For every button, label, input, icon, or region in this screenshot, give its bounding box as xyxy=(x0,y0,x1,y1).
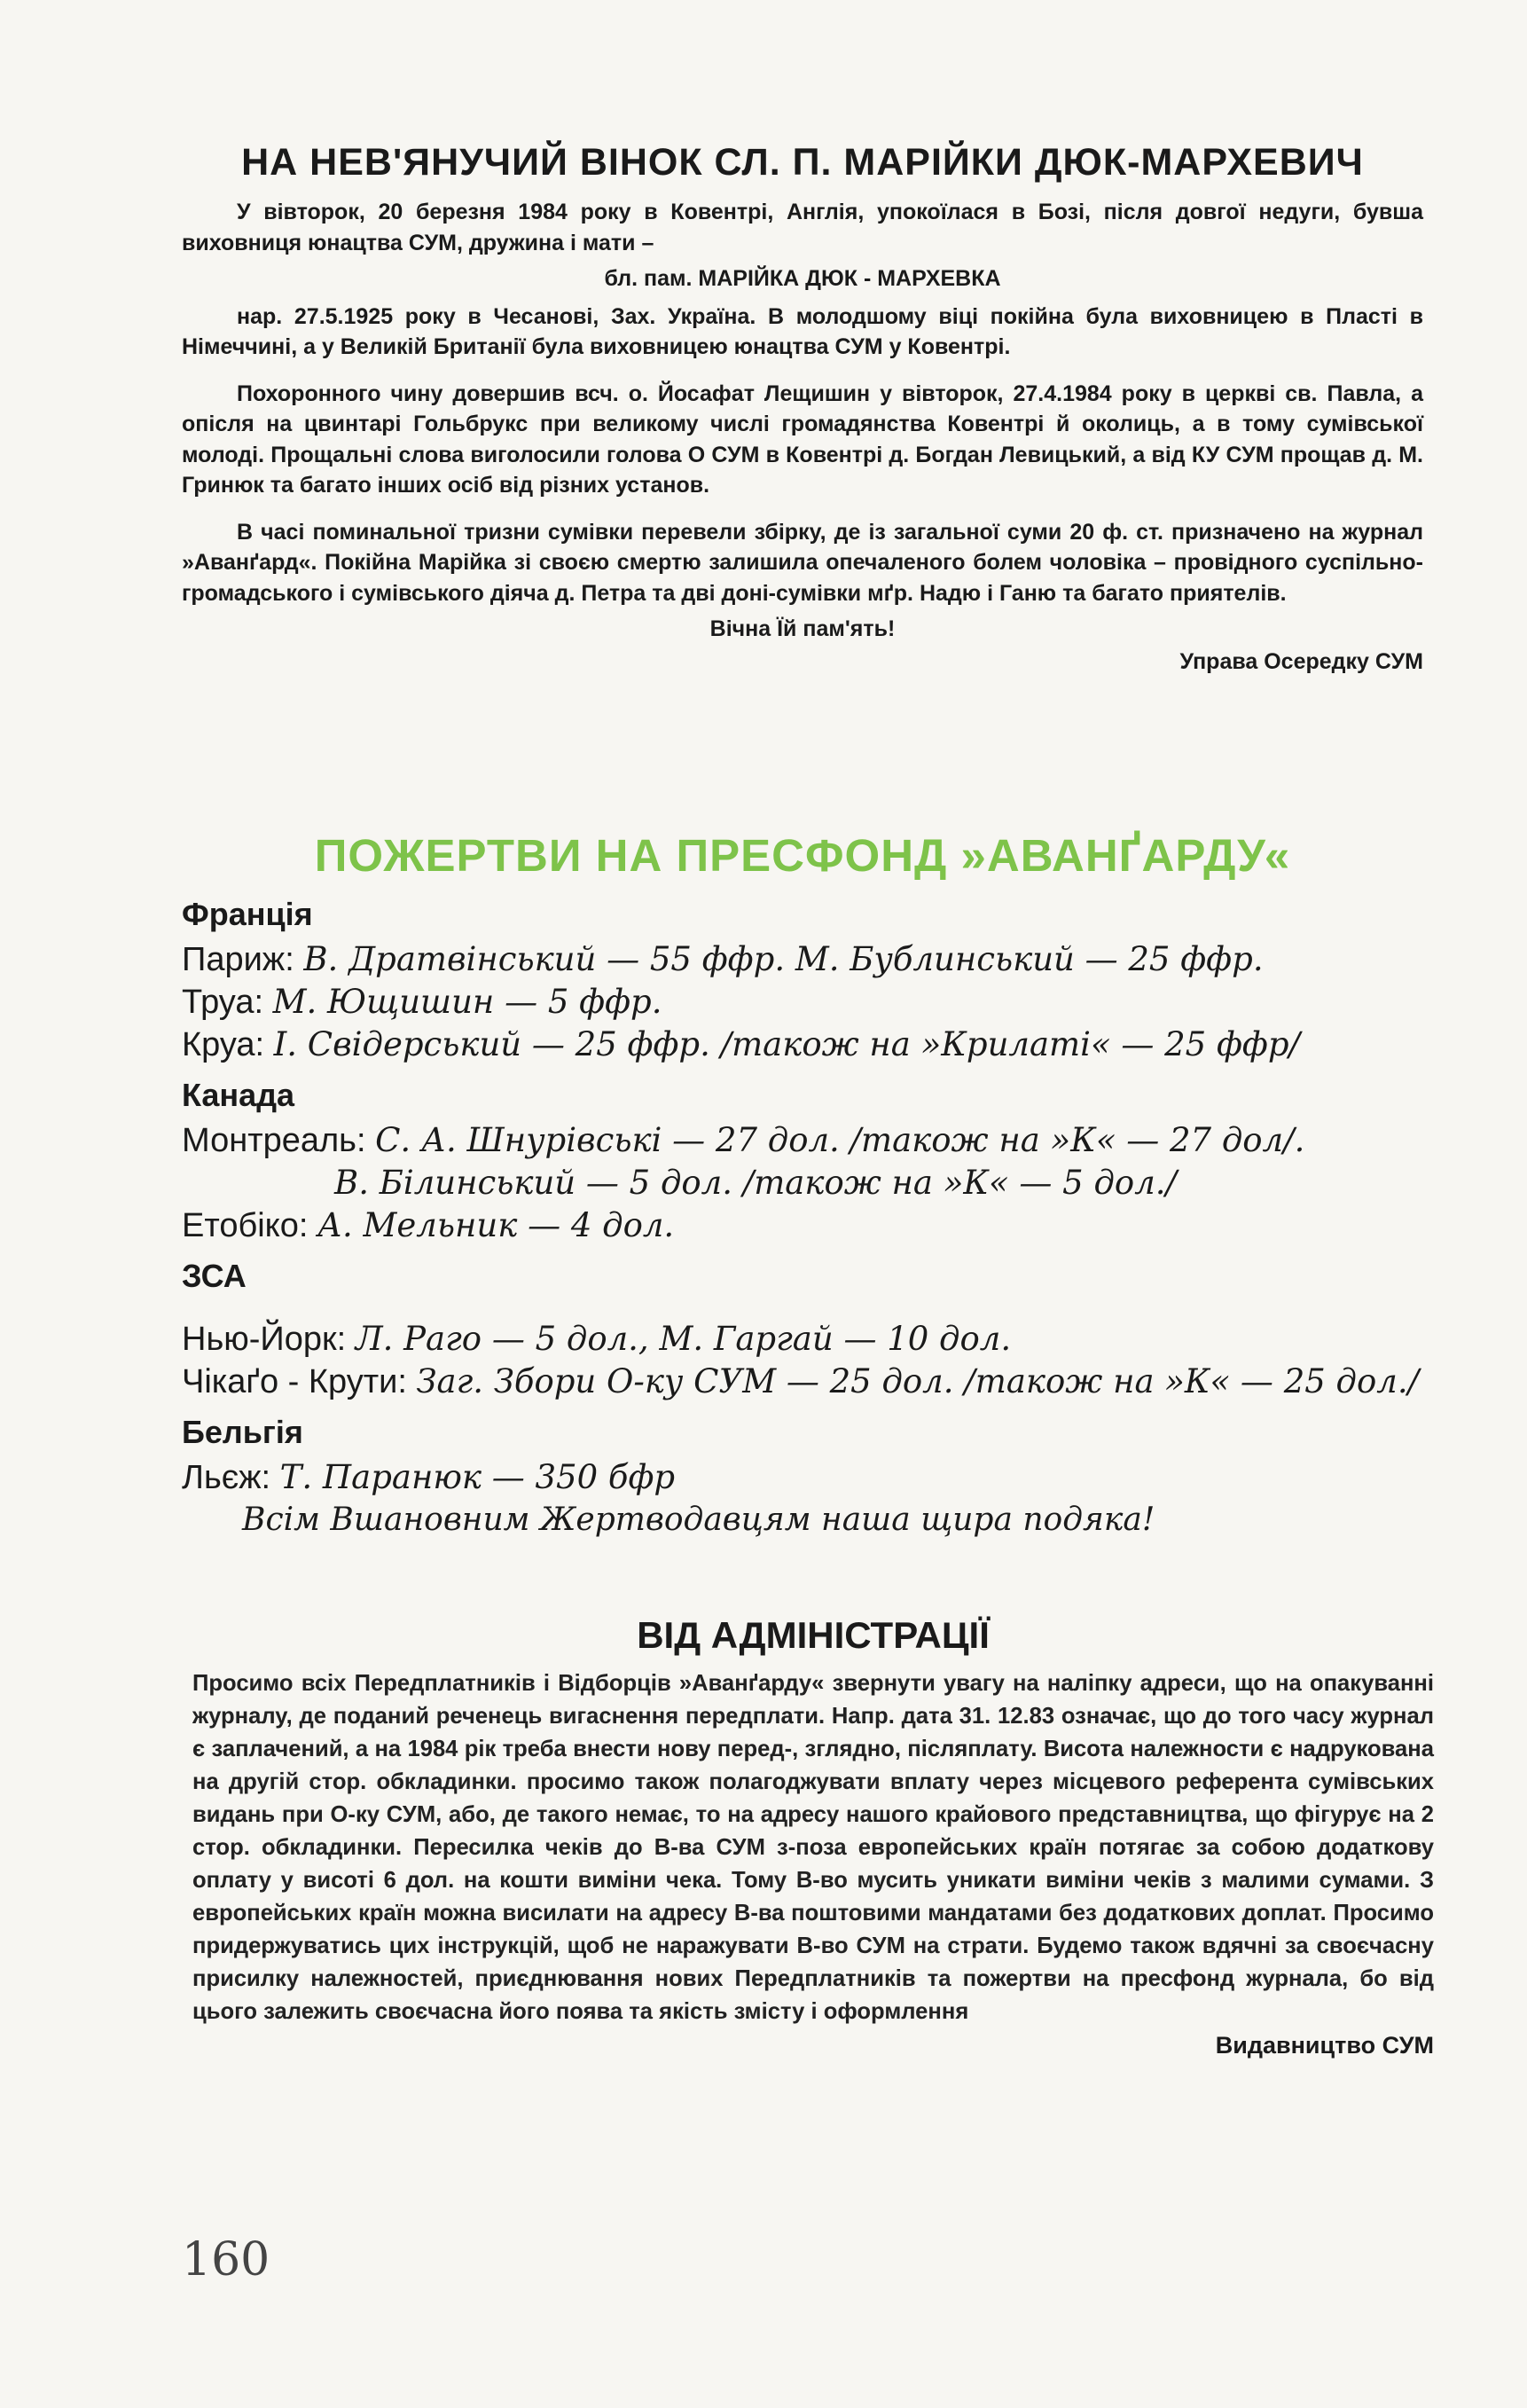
country-heading: ЗСА xyxy=(182,1258,247,1294)
donation-text: С. А. Шнурівські — 27 дол. /також на »К« — 27 дол/. xyxy=(375,1121,1305,1159)
donation-city: Льєж: xyxy=(182,1459,271,1496)
donation-text: В. Дратвінський — 55 ффр. М. Бублинський — 25 ффр. xyxy=(303,940,1264,978)
donations-title: ПОЖЕРТВИ НА ПРЕСФОНД »АВАНҐАРДУ« xyxy=(314,830,1291,881)
country-heading: Бельгія xyxy=(182,1414,303,1450)
obituary-section xyxy=(182,140,1423,677)
donation-city: Круа: xyxy=(182,1026,265,1063)
donation-city: Нью-Йорк: xyxy=(182,1321,347,1358)
donation-entry xyxy=(182,1024,1423,1066)
donation-entry xyxy=(182,981,1423,1024)
donation-text: Т. Паранюк — 350 бфр xyxy=(279,1458,676,1496)
obituary-title: НА НЕВ'ЯНУЧИЙ ВІНОК СЛ. П. МАРІЙКИ ДЮК-МАРХЕВИЧ xyxy=(241,141,1364,184)
donation-text: А. Мельник — 4 дол. xyxy=(317,1206,675,1244)
donation-entry xyxy=(182,1456,1423,1499)
page-number: 160 xyxy=(182,2233,270,2286)
donation-entry xyxy=(182,1361,1423,1403)
donation-entry xyxy=(182,938,1423,981)
publisher-signature: Видавництво СУМ xyxy=(1215,2032,1434,2059)
country-heading: Канада xyxy=(182,1077,295,1113)
donation-text: Заг. Збори О-ку СУМ — 25 дол. /також на »К« — 25 дол./ xyxy=(416,1362,1420,1400)
donation-entry xyxy=(182,1318,1423,1361)
obituary-paragraph-1: У вівторок, 20 березня 1984 року в Ковентрі, Англія, упокоїлася в Бозі, після довгої недуги, бувша виховниця юнацтва СУМ, дружина і мати – xyxy=(182,200,1423,255)
obituary-paragraph-4: В часі поминальної тризни сумівки перевели збірку, де із загальної суми 20 ф. ст. призначено на журнал »Аванґард«. Покійна Марійка зі своєю смертю залишила опечаленого болем чоловіка – провідного суспільно-громадського і сумівського діяча д. Петра та дві доні-сумівки мґр. Надю і Ганю та багато приятелів. xyxy=(182,519,1423,606)
donation-city: Чікаґо - Крути: xyxy=(182,1363,407,1400)
donation-entry xyxy=(182,1162,1423,1204)
donation-text: Л. Раго — 5 дол., М. Гаргай — 10 дол. xyxy=(355,1320,1012,1358)
obituary-closing: Вічна Їй пам'ять! xyxy=(709,616,896,641)
administration-title: ВІД АДМІНІСТРАЦІЇ xyxy=(637,1614,990,1656)
donations-section xyxy=(182,827,1423,1541)
thanks-line: Всім Вшановним Жертводавцям наша щира подяка! xyxy=(242,1502,1155,1538)
administration-body: Просимо всіх Передплатників і Відборців »Аванґарду« звернути увагу на наліпку адреси, що на опакуванні журналу, де поданий реченець вигаснення передплати. Напр. дата 31. 12.83 означає, що до того часу журнал є заплачений, а на 1984 рік треба внести нову перед-, зглядно, післяплату. Висота належности є надрукована на другій стор. обкладинки. просимо також полагоджувати вплату через місцевого референта сумівських видань при О-ку СУМ, або, де такого немає, то на адресу нашого крайового представництва, що фігурує на 2 стор. обкладинки. Пересилка чеків до В-ва СУМ з-поза европейських країн потягає за собою додаткову оплату у висоті 6 дол. на кошти виміни чека. Тому В-во мусить уникати виміни чеків з малими сумами. З европейських країн можна висилати на адресу В-ва поштовими мандатами без додаткових доплат. Просимо придержуватись цих інструкцій, щоб не наражувати В-во СУМ на страти. Будемо також вдячні за своєчасну присилку належностей, приєднювання нових Передплатників та пожертви на пресфонд журнала, бо від цього залежить своєчасна його поява та якість змісту і оформлення xyxy=(192,1671,1434,2024)
donation-text: М. Ющишин — 5 ффр. xyxy=(272,983,662,1021)
donation-text: В. Білинський — 5 дол. /також на »К« — 5 дол./ xyxy=(334,1164,1177,1202)
donation-entry xyxy=(182,1204,1423,1247)
memorial-line: бл. пам. МАРІЙКА ДЮК - МАРХЕВКА xyxy=(604,266,1001,291)
obituary-paragraph-2: нар. 27.5.1925 року в Чесанові, Зах. Україна. В молодшому віці покійна була виховницею в Пласті в Німеччині, а у Великій Британії була виховницею юнацтва СУМ у Ковентрі. xyxy=(182,303,1423,359)
country-heading: Франція xyxy=(182,896,313,932)
obituary-signature: Управа Осередку СУМ xyxy=(1179,648,1423,674)
donation-city: Труа: xyxy=(182,984,264,1021)
donation-city: Монтреаль: xyxy=(182,1122,366,1159)
donation-text: І. Свідерський — 25 ффр. /також на »Крилаті« — 25 ффр/ xyxy=(273,1025,1301,1063)
donation-entry xyxy=(182,1119,1423,1162)
administration-section xyxy=(192,1612,1434,2059)
obituary-paragraph-3: Похоронного чину довершив всч. о. Йосафат Лещишин у вівторок, 27.4.1984 року в церкві св. Павла, а опісля на цвинтарі Гольбрукс при великому числі громадянства Ковентрі й околиць, а в тому сумівської молоді. Прощальні слова виголосили голова О СУМ в Ковентрі д. Богдан Левицький, а від КУ СУМ прощав д. М. Гринюк та багато інших осіб від різних установ. xyxy=(182,380,1423,498)
donation-city: Париж: xyxy=(182,941,294,978)
donation-city: Етобіко: xyxy=(182,1207,309,1244)
